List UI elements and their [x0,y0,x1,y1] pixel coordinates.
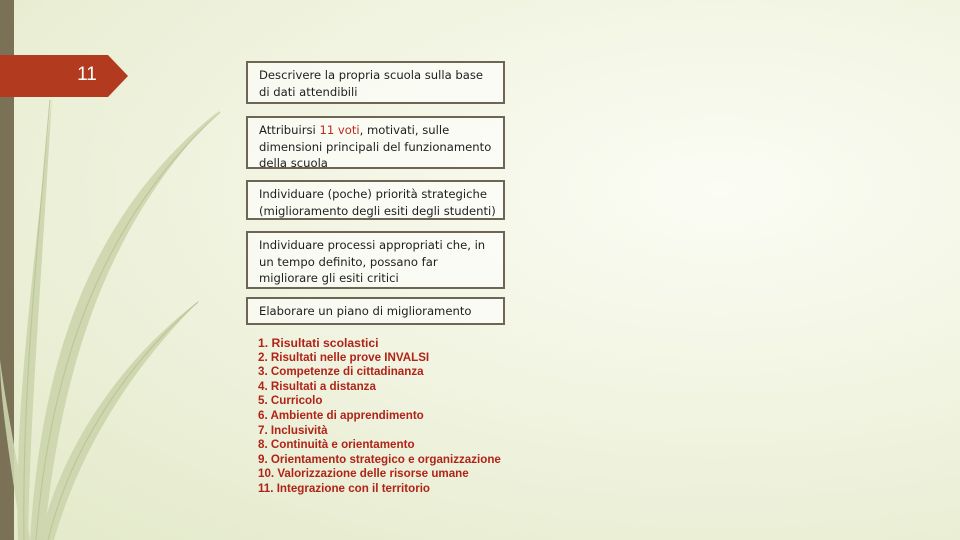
list-item: 2. Risultati nelle prove INVALSI [258,350,430,364]
step-text: Individuare processi appropriati che, in un tempo definito, possano far migliorare gli esiti critici [259,238,486,285]
list-item: 9. Orientamento strategico e organizzazione [258,452,501,466]
slide-number: 11 [77,64,97,85]
step-box-describe [246,61,505,104]
list-item: 7. Inclusività [258,423,328,437]
step-text-pre: Attribuirsi [259,123,320,137]
list-item: 6. Ambiente di apprendimento [258,408,424,422]
step-box-self-assess [246,116,505,169]
step-box-improvement-plan [246,297,505,325]
list-item: 5. Curricolo [258,394,323,408]
step-box-processes [246,231,505,289]
step-text: Descrivere la propria scuola sulla base di dati attendibili [259,68,484,99]
list-item: 3. Competenze di cittadinanza [258,365,424,379]
list-item: 1. Risultati scolastici [258,336,379,350]
list-item: 4. Risultati a distanza [258,379,376,393]
dimensions-list [258,336,538,497]
step-text-highlight: 11 voti [319,123,360,137]
list-item: 11. Integrazione con il territorio [258,481,431,495]
list-item: 8. Continuità e orientamento [258,438,415,452]
list-item: 10. Valorizzazione delle risorse umane [258,467,469,481]
step-text: Elaborare un piano di miglioramento [259,304,472,318]
step-text: Individuare (poche) priorità strategiche (miglioramento degli esiti degli studenti) [259,187,496,218]
step-box-priorities [246,180,505,220]
step-text-post: , motivati, sulle dimensioni principali del funzionamento della scuola [259,123,492,170]
